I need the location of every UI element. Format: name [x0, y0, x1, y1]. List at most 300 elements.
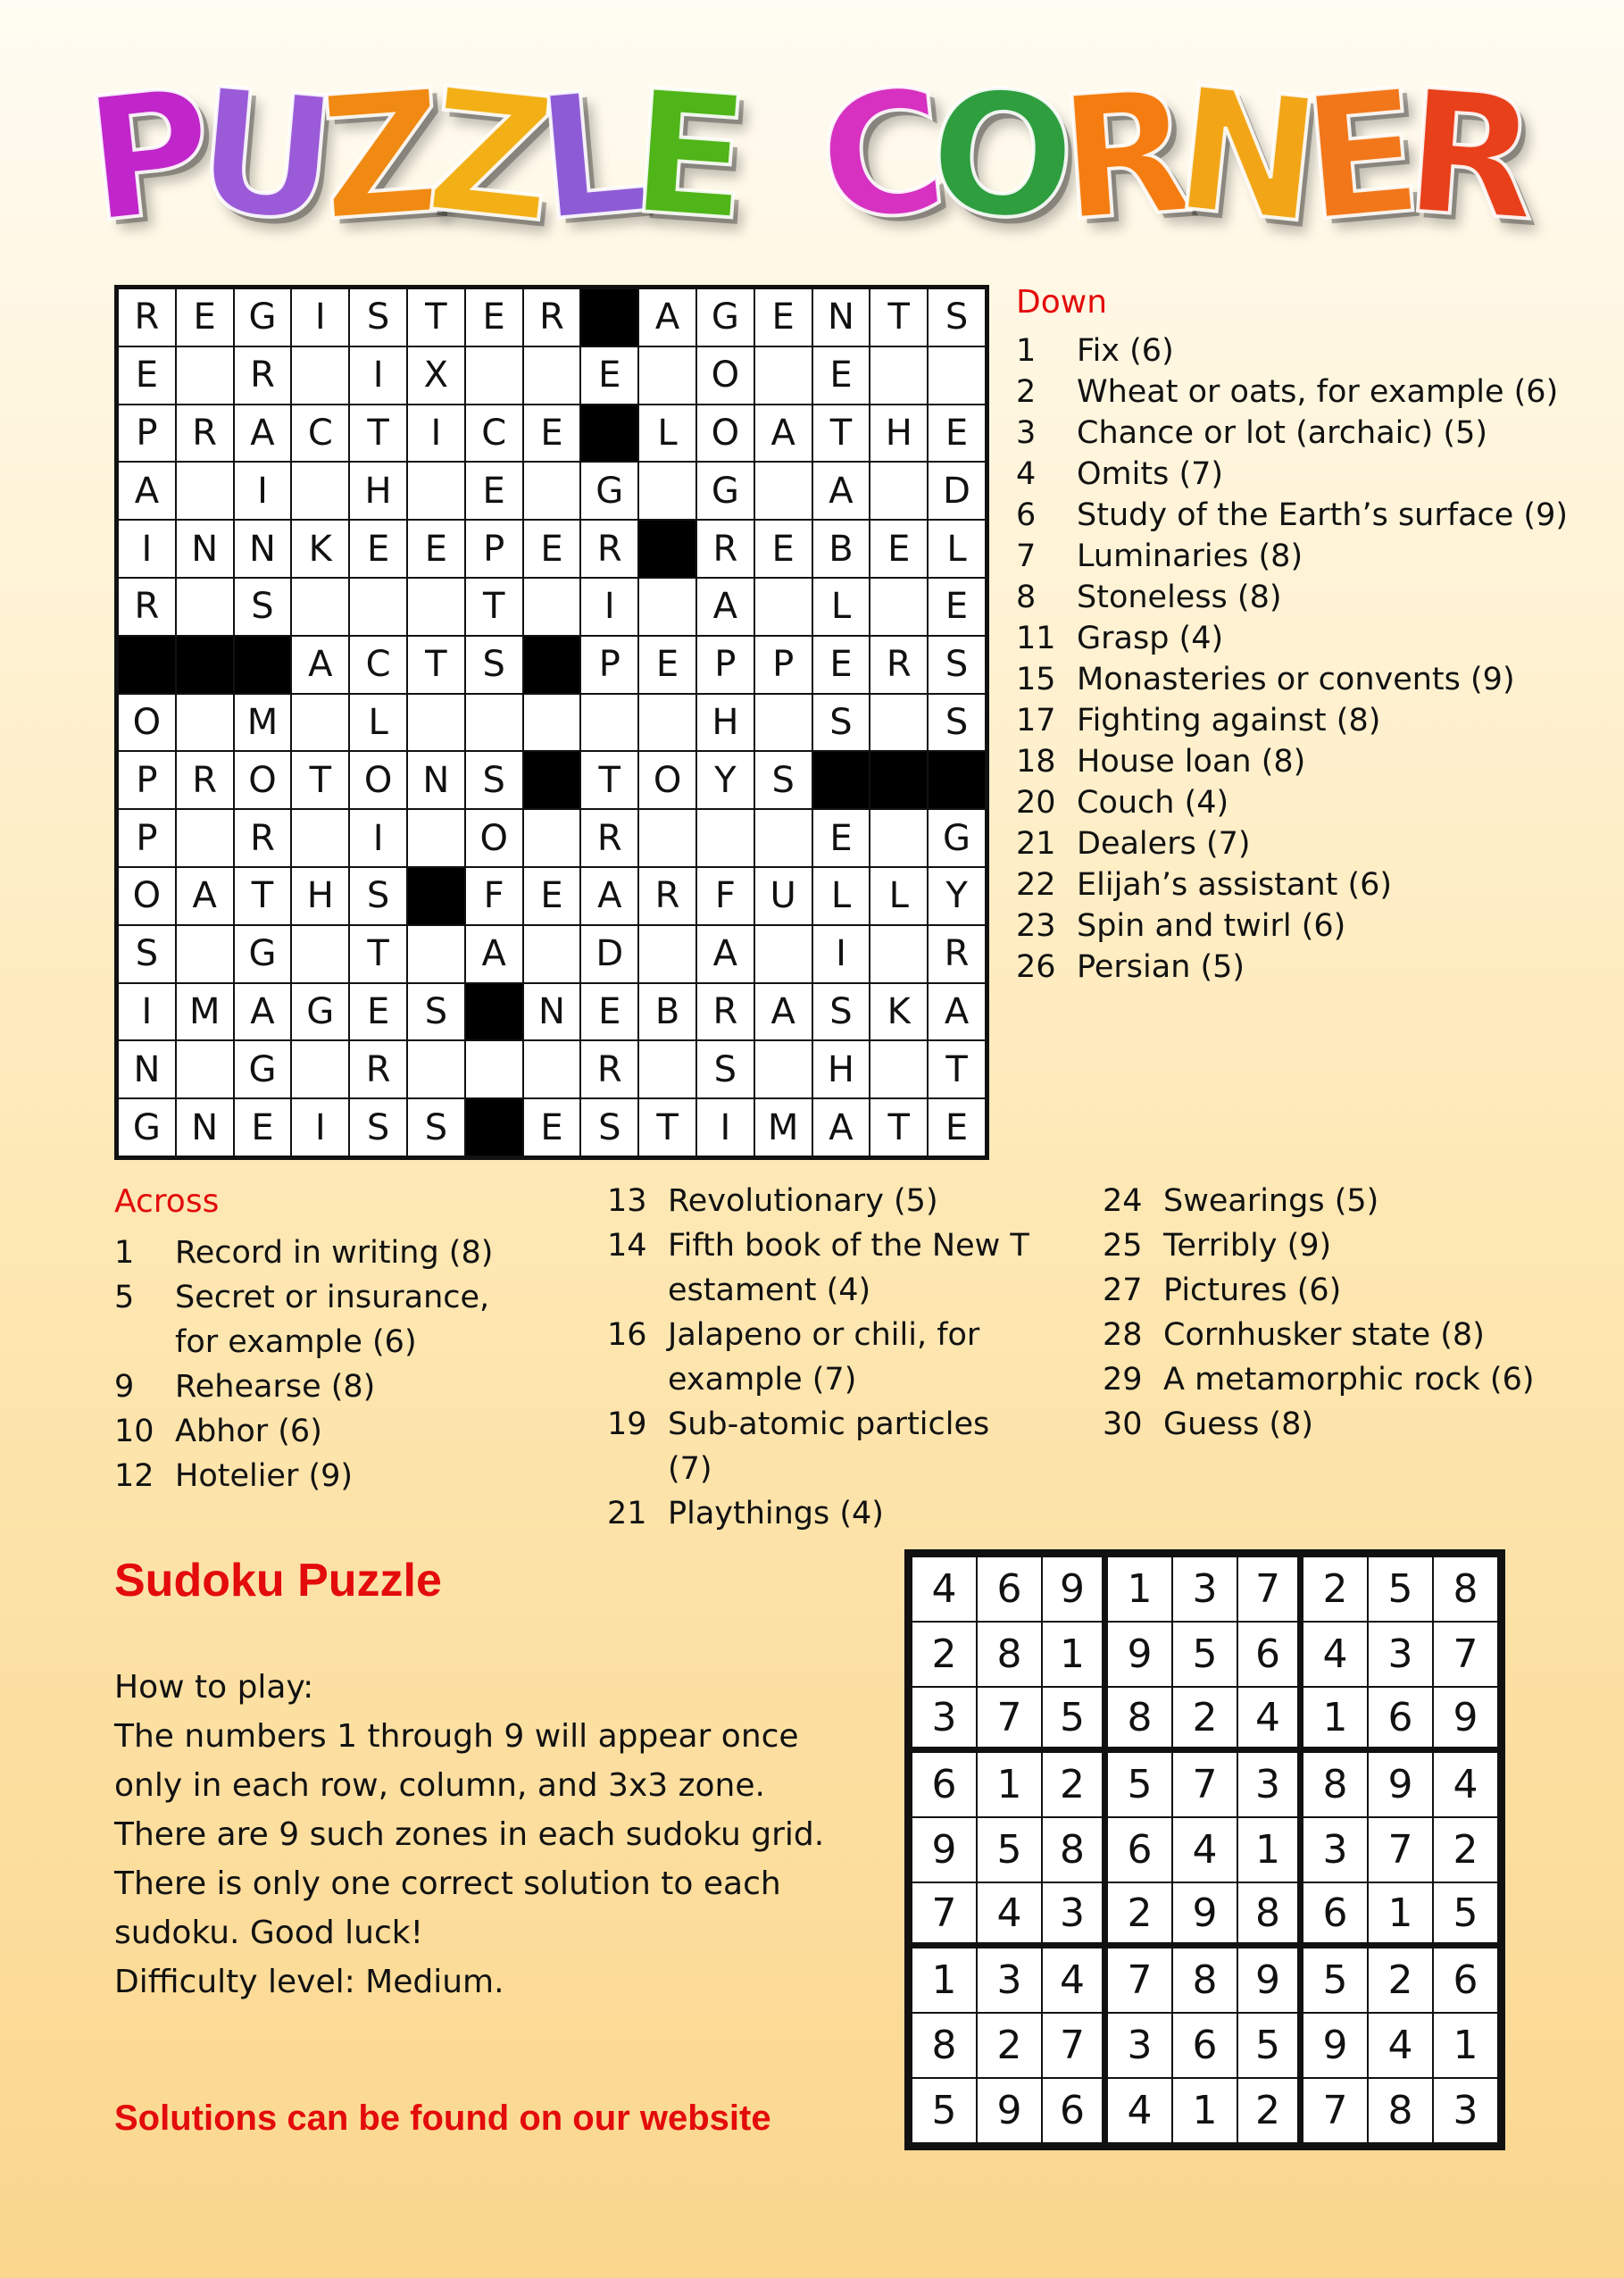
crossword-cell[interactable]	[870, 462, 928, 520]
sudoku-cell[interactable]: 6	[1172, 2013, 1237, 2078]
crossword-cell[interactable]: S	[696, 1040, 754, 1098]
crossword-cell[interactable]	[407, 925, 465, 983]
sudoku-cell[interactable]: 4	[912, 1556, 977, 1622]
crossword-cell[interactable]: T	[465, 578, 523, 636]
crossword-cell[interactable]	[754, 809, 812, 867]
crossword-cell[interactable]: S	[349, 288, 407, 346]
sudoku-cell[interactable]: 5	[1433, 1882, 1498, 1948]
crossword-cell[interactable]: G	[291, 983, 349, 1041]
crossword-cell[interactable]	[407, 462, 465, 520]
clue-item	[1016, 330, 1587, 371]
clue-number: 17	[1016, 703, 1056, 738]
crossword-cell[interactable]: R	[118, 578, 176, 636]
crossword-cell[interactable]: E	[812, 809, 870, 867]
crossword-cell[interactable]	[638, 694, 696, 752]
crossword-cell[interactable]: S	[812, 983, 870, 1041]
crossword-cell[interactable]: L	[812, 578, 870, 636]
sudoku-cell[interactable]: 9	[1368, 1752, 1433, 1817]
sudoku-cell[interactable]: 6	[1107, 1817, 1172, 1882]
crossword-cell[interactable]	[638, 809, 696, 867]
crossword-cell[interactable]: A	[580, 867, 638, 925]
sudoku-cell[interactable]: 1	[1042, 1622, 1107, 1687]
crossword-cell[interactable]: R	[638, 867, 696, 925]
crossword-cell[interactable]	[580, 694, 638, 752]
sudoku-cell[interactable]: 9	[1303, 2013, 1368, 2078]
sudoku-cell[interactable]: 2	[1172, 1687, 1237, 1752]
crossword-cell[interactable]: N	[407, 751, 465, 809]
sudoku-cell[interactable]: 4	[1042, 1948, 1107, 2013]
crossword-cell[interactable]: H	[349, 462, 407, 520]
crossword-cell[interactable]	[754, 1040, 812, 1098]
crossword-cell[interactable]: K	[870, 983, 928, 1041]
sudoku-cell[interactable]: 3	[1042, 1882, 1107, 1948]
crossword-cell[interactable]: L	[928, 520, 986, 578]
crossword-cell[interactable]: O	[696, 346, 754, 405]
crossword-cell[interactable]: O	[465, 809, 523, 867]
crossword-cell[interactable]: E	[870, 520, 928, 578]
crossword-cell[interactable]: S	[928, 694, 986, 752]
crossword-cell[interactable]: R	[928, 925, 986, 983]
crossword-cell[interactable]	[176, 578, 234, 636]
crossword-cell[interactable]: T	[638, 1098, 696, 1156]
crossword-cell[interactable]: E	[580, 983, 638, 1041]
crossword-cell[interactable]: N	[523, 983, 581, 1041]
crossword-cell[interactable]: T	[407, 636, 465, 694]
sudoku-cell[interactable]: 2	[977, 2013, 1042, 2078]
crossword-cell[interactable]	[291, 809, 349, 867]
sudoku-cell[interactable]: 7	[1303, 2078, 1368, 2143]
crossword-cell[interactable]: U	[754, 867, 812, 925]
crossword-cell[interactable]	[754, 694, 812, 752]
sudoku-cell[interactable]: 5	[1172, 1622, 1237, 1687]
sudoku-cell[interactable]: 7	[1433, 1622, 1498, 1687]
sudoku-cell[interactable]: 3	[977, 1948, 1042, 2013]
crossword-cell[interactable]	[754, 925, 812, 983]
crossword-cell[interactable]: Y	[928, 867, 986, 925]
crossword-cell[interactable]: F	[696, 867, 754, 925]
crossword-cell[interactable]	[176, 462, 234, 520]
crossword-cell[interactable]	[928, 346, 986, 405]
sudoku-cell[interactable]: 6	[1042, 2078, 1107, 2143]
crossword-cell[interactable]: R	[870, 636, 928, 694]
crossword-cell[interactable]	[870, 1040, 928, 1098]
sudoku-cell[interactable]: 6	[977, 1556, 1042, 1622]
sudoku-cell[interactable]: 6	[1433, 1948, 1498, 2013]
sudoku-cell[interactable]: 3	[1433, 2078, 1498, 2143]
sudoku-cell[interactable]: 9	[977, 2078, 1042, 2143]
sudoku-cell[interactable]: 1	[912, 1948, 977, 2013]
sudoku-cell[interactable]: 8	[1368, 2078, 1433, 2143]
crossword-cell[interactable]: A	[465, 925, 523, 983]
crossword-cell[interactable]	[870, 694, 928, 752]
sudoku-cell[interactable]: 3	[912, 1687, 977, 1752]
crossword-cell[interactable]: N	[118, 1040, 176, 1098]
crossword-cell[interactable]	[638, 578, 696, 636]
crossword-cell[interactable]	[291, 694, 349, 752]
sudoku-cell[interactable]: 7	[1107, 1948, 1172, 2013]
sudoku-cell[interactable]: 5	[1107, 1752, 1172, 1817]
sudoku-cell[interactable]: 6	[1368, 1687, 1433, 1752]
crossword-cell[interactable]	[407, 578, 465, 636]
sudoku-cell[interactable]: 5	[977, 1817, 1042, 1882]
clue-text: Record in writing (8)	[175, 1235, 494, 1271]
crossword-cell[interactable]: G	[696, 462, 754, 520]
crossword-cell[interactable]: A	[754, 983, 812, 1041]
crossword-cell[interactable]: G	[234, 288, 292, 346]
crossword-cell[interactable]: D	[928, 462, 986, 520]
crossword-cell[interactable]: C	[291, 405, 349, 463]
crossword-cell[interactable]: A	[928, 983, 986, 1041]
crossword-cell[interactable]	[523, 346, 581, 405]
crossword-cell[interactable]: P	[118, 751, 176, 809]
crossword-cell[interactable]: I	[696, 1098, 754, 1156]
crossword-cell[interactable]: I	[118, 520, 176, 578]
crossword-cell[interactable]: E	[465, 288, 523, 346]
sudoku-cell[interactable]: 8	[1237, 1882, 1303, 1948]
sudoku-cell[interactable]: 4	[1368, 2013, 1433, 2078]
crossword-cell[interactable]: I	[580, 578, 638, 636]
crossword-cell[interactable]	[465, 694, 523, 752]
sudoku-cell[interactable]: 9	[1237, 1948, 1303, 2013]
crossword-cell[interactable]: R	[696, 520, 754, 578]
crossword-cell[interactable]: O	[696, 405, 754, 463]
crossword-cell[interactable]: E	[349, 983, 407, 1041]
crossword-cell[interactable]: A	[754, 405, 812, 463]
crossword-cell[interactable]: I	[291, 288, 349, 346]
crossword-cell[interactable]	[523, 809, 581, 867]
crossword-cell[interactable]: N	[176, 520, 234, 578]
crossword-cell[interactable]	[291, 346, 349, 405]
sudoku-cell[interactable]: 5	[1303, 1948, 1368, 2013]
crossword-cell[interactable]	[407, 1040, 465, 1098]
sudoku-cell[interactable]: 9	[1107, 1622, 1172, 1687]
clue-text: Chance or lot (archaic) (5)	[1077, 415, 1487, 451]
crossword-cell[interactable]: S	[407, 1098, 465, 1156]
crossword-cell[interactable]	[523, 694, 581, 752]
sudoku-cell[interactable]: 1	[1107, 1556, 1172, 1622]
sudoku-cell[interactable]: 8	[912, 2013, 977, 2078]
crossword-cell[interactable]: S	[349, 1098, 407, 1156]
crossword-cell[interactable]: R	[696, 983, 754, 1041]
sudoku-cell[interactable]: 7	[1237, 1556, 1303, 1622]
crossword-cell[interactable]: O	[349, 751, 407, 809]
crossword-cell[interactable]: T	[928, 1040, 986, 1098]
crossword-cell[interactable]: G	[928, 809, 986, 867]
crossword-cell[interactable]: O	[118, 867, 176, 925]
sudoku-cell[interactable]: 8	[1172, 1948, 1237, 2013]
crossword-cell[interactable]: N	[812, 288, 870, 346]
crossword-cell[interactable]	[870, 346, 928, 405]
sudoku-cell[interactable]: 9	[1042, 1556, 1107, 1622]
crossword-cell[interactable]: N	[176, 1098, 234, 1156]
sudoku-cell[interactable]: 4	[977, 1882, 1042, 1948]
crossword-cell[interactable]: E	[118, 346, 176, 405]
crossword-cell[interactable]: T	[291, 751, 349, 809]
crossword-cell[interactable]	[291, 1040, 349, 1098]
crossword-cell[interactable]	[638, 462, 696, 520]
crossword-cell[interactable]	[176, 925, 234, 983]
sudoku-cell[interactable]: 1	[1237, 1817, 1303, 1882]
crossword-cell[interactable]: S	[754, 751, 812, 809]
crossword-cell[interactable]: R	[118, 288, 176, 346]
crossword-cell[interactable]: O	[638, 751, 696, 809]
crossword-cell[interactable]: H	[812, 1040, 870, 1098]
crossword-cell[interactable]: F	[465, 867, 523, 925]
crossword-cell[interactable]: I	[234, 462, 292, 520]
sudoku-cell[interactable]: 3	[1172, 1556, 1237, 1622]
sudoku-cell[interactable]: 6	[912, 1752, 977, 1817]
crossword-cell[interactable]: P	[580, 636, 638, 694]
sudoku-cell[interactable]: 1	[1172, 2078, 1237, 2143]
crossword-cell[interactable]: A	[638, 288, 696, 346]
crossword-cell[interactable]: D	[580, 925, 638, 983]
sudoku-cell[interactable]: 4	[1433, 1752, 1498, 1817]
crossword-cell[interactable]: R	[580, 809, 638, 867]
crossword-cell[interactable]	[523, 925, 581, 983]
sudoku-cell[interactable]: 6	[1303, 1882, 1368, 1948]
crossword-cell[interactable]: A	[812, 462, 870, 520]
crossword-cell[interactable]: L	[870, 867, 928, 925]
crossword-cell[interactable]: B	[638, 983, 696, 1041]
crossword-cell[interactable]: E	[638, 636, 696, 694]
sudoku-cell[interactable]: 5	[1237, 2013, 1303, 2078]
crossword-cell[interactable]: H	[696, 694, 754, 752]
crossword-cell[interactable]: G	[118, 1098, 176, 1156]
crossword-cell[interactable]: A	[234, 983, 292, 1041]
crossword-cell[interactable]: S	[812, 694, 870, 752]
crossword-cell[interactable]: I	[349, 809, 407, 867]
crossword-cell[interactable]: A	[812, 1098, 870, 1156]
crossword-cell[interactable]	[176, 694, 234, 752]
crossword-cell[interactable]: A	[291, 636, 349, 694]
crossword-cell[interactable]: T	[407, 288, 465, 346]
sudoku-cell[interactable]: 8	[1303, 1752, 1368, 1817]
crossword-cell[interactable]: H	[291, 867, 349, 925]
sudoku-cell[interactable]: 7	[912, 1882, 977, 1948]
crossword-cell[interactable]: I	[349, 346, 407, 405]
sudoku-cell[interactable]: 3	[1303, 1817, 1368, 1882]
sudoku-cell[interactable]: 9	[1172, 1882, 1237, 1948]
crossword-cell[interactable]: P	[118, 809, 176, 867]
crossword-cell[interactable]: H	[870, 405, 928, 463]
crossword-cell[interactable]: A	[234, 405, 292, 463]
crossword-cell[interactable]: E	[812, 636, 870, 694]
crossword-cell[interactable]: S	[465, 751, 523, 809]
crossword-cell[interactable]	[176, 346, 234, 405]
crossword-cell[interactable]: E	[523, 867, 581, 925]
crossword-cell[interactable]: E	[754, 288, 812, 346]
crossword-cell[interactable]: G	[580, 462, 638, 520]
crossword-cell[interactable]: E	[234, 1098, 292, 1156]
sudoku-cell[interactable]: 5	[912, 2078, 977, 2143]
crossword-cell[interactable]: R	[580, 520, 638, 578]
sudoku-cell[interactable]: 2	[912, 1622, 977, 1687]
sudoku-cell[interactable]: 6	[1237, 1622, 1303, 1687]
sudoku-cell[interactable]: 5	[1368, 1556, 1433, 1622]
crossword-cell[interactable]: P	[754, 636, 812, 694]
sudoku-cell[interactable]: 1	[1433, 2013, 1498, 2078]
sudoku-cell[interactable]: 9	[912, 1817, 977, 1882]
crossword-cell[interactable]	[407, 809, 465, 867]
crossword-cell[interactable]: A	[696, 578, 754, 636]
crossword-cell[interactable]: S	[234, 578, 292, 636]
crossword-cell[interactable]	[291, 925, 349, 983]
sudoku-cell[interactable]: 4	[1172, 1817, 1237, 1882]
sudoku-cell[interactable]: 8	[1107, 1687, 1172, 1752]
crossword-cell[interactable]: S	[118, 925, 176, 983]
sudoku-cell[interactable]: 7	[1368, 1817, 1433, 1882]
crossword-cell[interactable]: P	[696, 636, 754, 694]
crossword-cell[interactable]: X	[407, 346, 465, 405]
crossword-cell[interactable]: R	[234, 809, 292, 867]
sudoku-cell[interactable]: 5	[1042, 1687, 1107, 1752]
crossword-cell[interactable]: T	[580, 751, 638, 809]
crossword-cell[interactable]: B	[812, 520, 870, 578]
crossword-cell[interactable]: E	[349, 520, 407, 578]
sudoku-cell[interactable]: 9	[1433, 1687, 1498, 1752]
sudoku-cell[interactable]: 2	[1433, 1817, 1498, 1882]
crossword-cell[interactable]	[638, 925, 696, 983]
crossword-cell[interactable]: O	[234, 751, 292, 809]
crossword-cell[interactable]: O	[118, 694, 176, 752]
crossword-cell[interactable]	[754, 346, 812, 405]
sudoku-cell[interactable]: 3	[1107, 2013, 1172, 2078]
clue-text: Monasteries or convents (9)	[1077, 662, 1515, 697]
sudoku-cell[interactable]: 8	[1042, 1817, 1107, 1882]
sudoku-cell[interactable]: 4	[1303, 1622, 1368, 1687]
sudoku-cell[interactable]: 3	[1237, 1752, 1303, 1817]
crossword-cell[interactable]	[870, 578, 928, 636]
crossword-cell[interactable]: M	[176, 983, 234, 1041]
crossword-cell[interactable]	[176, 809, 234, 867]
crossword-cell[interactable]	[638, 346, 696, 405]
crossword-cell[interactable]: R	[176, 751, 234, 809]
sudoku-cell[interactable]: 7	[1042, 2013, 1107, 2078]
crossword-cell[interactable]: E	[928, 578, 986, 636]
crossword-cell[interactable]: S	[407, 983, 465, 1041]
crossword-cell[interactable]: T	[870, 288, 928, 346]
crossword-cell[interactable]: E	[523, 520, 581, 578]
crossword-cell[interactable]	[465, 1040, 523, 1098]
crossword-cell[interactable]: E	[523, 1098, 581, 1156]
sudoku-cell[interactable]: 2	[1042, 1752, 1107, 1817]
crossword-cell[interactable]: R	[176, 405, 234, 463]
clue-text: Revolutionary (5)	[668, 1183, 938, 1219]
crossword-cell[interactable]	[291, 462, 349, 520]
crossword-cell[interactable]: E	[928, 405, 986, 463]
sudoku-cell[interactable]: 7	[1172, 1752, 1237, 1817]
crossword-cell[interactable]: S	[928, 636, 986, 694]
sudoku-cell[interactable]: 8	[977, 1622, 1042, 1687]
crossword-cell[interactable]: E	[523, 405, 581, 463]
crossword-cell[interactable]: G	[696, 288, 754, 346]
crossword-cell[interactable]: E	[580, 346, 638, 405]
crossword-cell[interactable]: A	[696, 925, 754, 983]
crossword-cell[interactable]: A	[176, 867, 234, 925]
crossword-cell[interactable]: E	[812, 346, 870, 405]
crossword-cell[interactable]: T	[349, 925, 407, 983]
crossword-cell[interactable]	[523, 1040, 581, 1098]
sudoku-cell[interactable]: 1	[1303, 1687, 1368, 1752]
crossword-cell[interactable]: R	[523, 288, 581, 346]
sudoku-cell[interactable]: 8	[1433, 1556, 1498, 1622]
crossword-cell[interactable]: S	[928, 288, 986, 346]
crossword-cell[interactable]	[638, 1040, 696, 1098]
sudoku-cell[interactable]: 2	[1237, 2078, 1303, 2143]
sudoku-cell[interactable]: 3	[1368, 1622, 1433, 1687]
crossword-cell[interactable]: I	[407, 405, 465, 463]
crossword-cell[interactable]: E	[928, 1098, 986, 1156]
crossword-cell[interactable]: T	[349, 405, 407, 463]
crossword-cell[interactable]: L	[812, 867, 870, 925]
crossword-cell[interactable]: E	[176, 288, 234, 346]
crossword-cell[interactable]: A	[118, 462, 176, 520]
title-letter: U	[189, 51, 345, 261]
crossword-cell[interactable]: L	[349, 694, 407, 752]
sudoku-cell[interactable]: 2	[1107, 1882, 1172, 1948]
crossword-cell[interactable]	[407, 694, 465, 752]
crossword-cell[interactable]: S	[580, 1098, 638, 1156]
crossword-cell[interactable]: C	[349, 636, 407, 694]
crossword-cell[interactable]: Y	[696, 751, 754, 809]
sudoku-cell[interactable]: 4	[1237, 1687, 1303, 1752]
crossword-cell[interactable]	[870, 925, 928, 983]
sudoku-cell[interactable]: 7	[977, 1687, 1042, 1752]
crossword-cell[interactable]: G	[234, 1040, 292, 1098]
crossword-cell[interactable]: T	[812, 405, 870, 463]
crossword-cell[interactable]: T	[870, 1098, 928, 1156]
sudoku-cell[interactable]: 1	[1368, 1882, 1433, 1948]
crossword-cell[interactable]: I	[812, 925, 870, 983]
crossword-cell[interactable]: P	[465, 520, 523, 578]
crossword-cell[interactable]: L	[638, 405, 696, 463]
crossword-cell[interactable]: G	[234, 925, 292, 983]
crossword-cell[interactable]: M	[754, 1098, 812, 1156]
crossword-cell[interactable]: R	[580, 1040, 638, 1098]
crossword-cell[interactable]	[176, 1040, 234, 1098]
crossword-cell[interactable]: E	[407, 520, 465, 578]
crossword-cell[interactable]	[870, 809, 928, 867]
crossword-cell[interactable]: I	[291, 1098, 349, 1156]
crossword-cell[interactable]	[754, 462, 812, 520]
crossword-cell[interactable]: S	[349, 867, 407, 925]
crossword-cell[interactable]	[696, 809, 754, 867]
sudoku-cell[interactable]: 2	[1368, 1948, 1433, 2013]
crossword-cell[interactable]	[523, 578, 581, 636]
sudoku-cell[interactable]: 4	[1107, 2078, 1172, 2143]
crossword-cell[interactable]: T	[234, 867, 292, 925]
crossword-cell[interactable]	[754, 578, 812, 636]
crossword-cell[interactable]: R	[349, 1040, 407, 1098]
crossword-cell[interactable]: N	[234, 520, 292, 578]
crossword-cell[interactable]: S	[465, 636, 523, 694]
crossword-cell[interactable]: E	[754, 520, 812, 578]
sudoku-cell[interactable]: 2	[1303, 1556, 1368, 1622]
crossword-cell[interactable]: P	[118, 405, 176, 463]
crossword-cell[interactable]	[349, 578, 407, 636]
crossword-cell[interactable]	[465, 346, 523, 405]
crossword-cell[interactable]: K	[291, 520, 349, 578]
down-clue-list	[1016, 330, 1587, 988]
crossword-cell[interactable]	[523, 462, 581, 520]
crossword-cell[interactable]	[291, 578, 349, 636]
crossword-cell[interactable]: E	[465, 462, 523, 520]
crossword-cell[interactable]: C	[465, 405, 523, 463]
sudoku-cell[interactable]: 1	[977, 1752, 1042, 1817]
crossword-cell[interactable]: M	[234, 694, 292, 752]
crossword-cell[interactable]: I	[118, 983, 176, 1041]
crossword-cell[interactable]: R	[234, 346, 292, 405]
